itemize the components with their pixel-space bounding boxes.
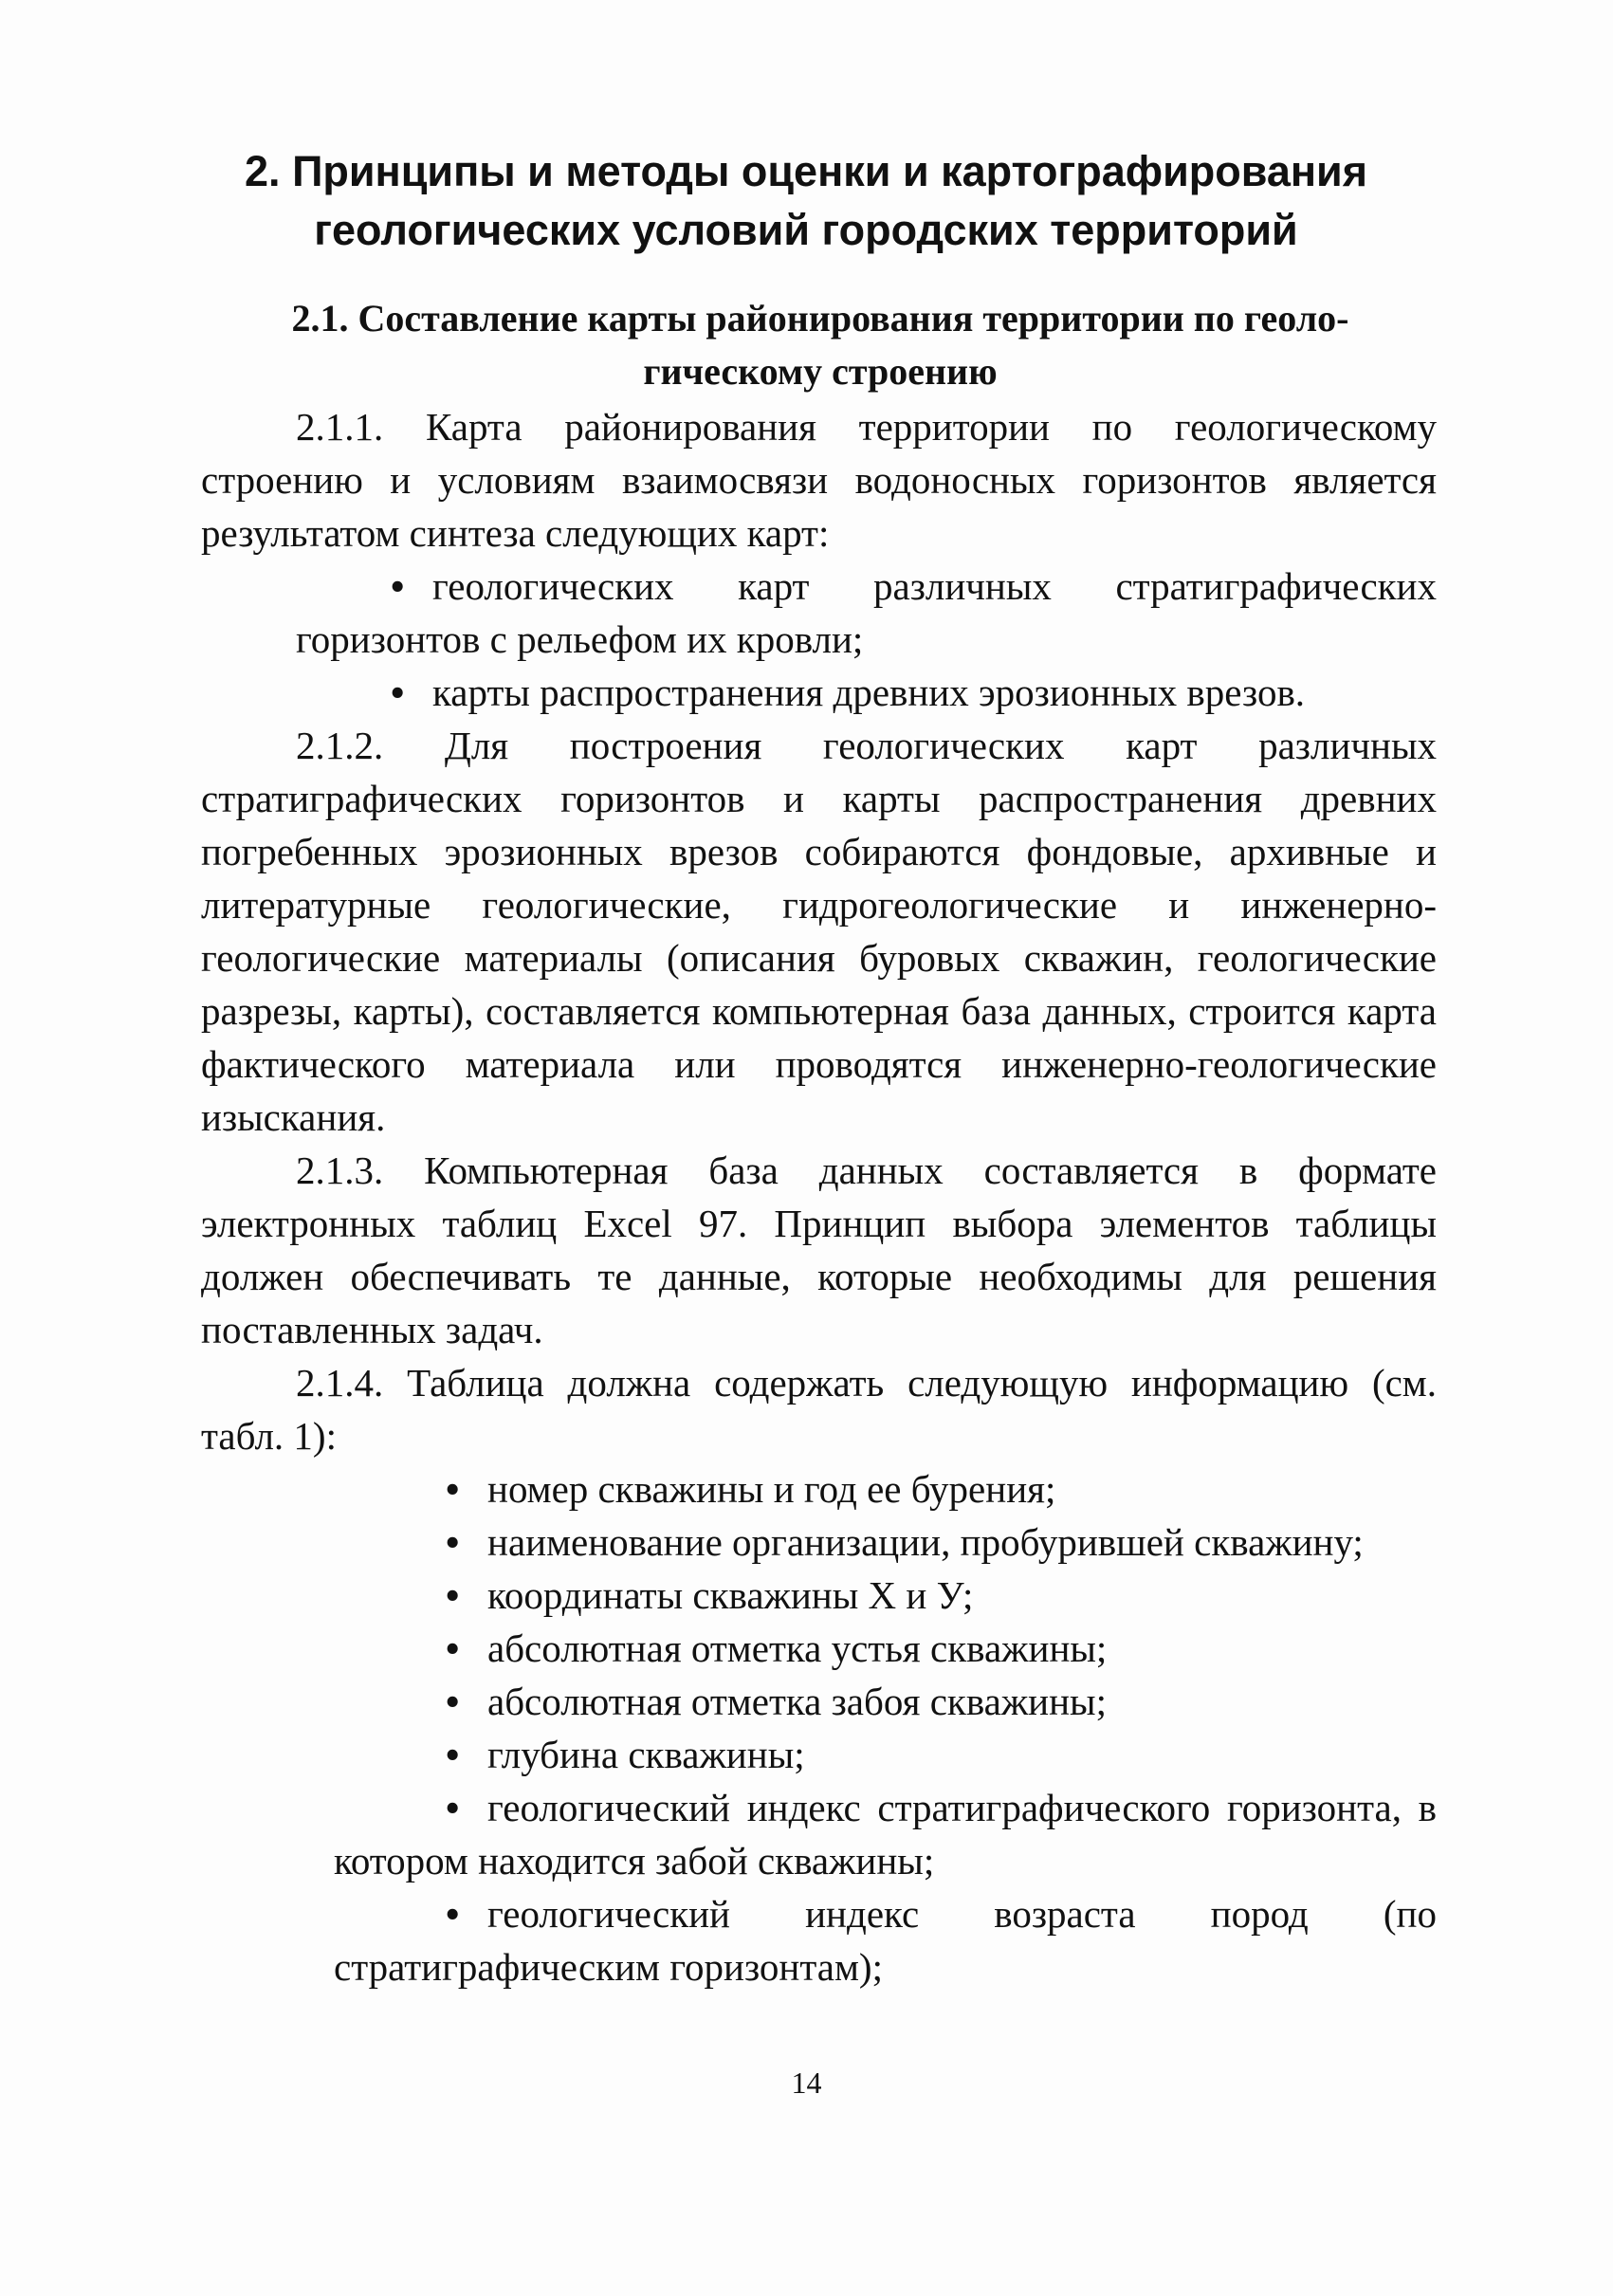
page-number: 14 bbox=[791, 2066, 822, 2100]
list-item bbox=[201, 1569, 1437, 1622]
list-item bbox=[201, 666, 1437, 719]
list-item-text: наименование организации, пробурившей скважину; bbox=[487, 1520, 1364, 1564]
list-item bbox=[201, 1622, 1437, 1675]
paragraph-2-1-4: 2.1.4. Таблица должна содержать следующую информацию (см. табл. 1): bbox=[201, 1361, 1437, 1458]
list-item-text: глубина скважины; bbox=[487, 1733, 805, 1776]
list-item bbox=[201, 1781, 1437, 1887]
list-item-text: геологических карт различных стратиграфических горизонтов с рельефом их кровли; bbox=[296, 564, 1437, 661]
list-item bbox=[201, 1887, 1437, 1993]
bullet-icon: • bbox=[446, 1467, 460, 1511]
bullet-icon: • bbox=[446, 1680, 460, 1723]
list-item-text: номер скважины и год ее бурения; bbox=[487, 1467, 1056, 1511]
paragraph-2-1-2: 2.1.2. Для построения геологических карт различных стратиграфических горизонтов и карты распространения древних погребенных эрозионных врезов собираются фондовые, архивные и литературные геологические, гидрогеологические и инженерно-геологические материалы (описания буровых скважин, геологические разрезы, карты), составляется компьютерная база данных, строится карта фактического материала или проводятся инженерно-геологические изыскания. bbox=[201, 724, 1437, 1139]
list-item-text: координаты скважины X и У; bbox=[487, 1573, 974, 1617]
list-item-text: геологический индекс возраста пород (по стратиграфическим горизонтам); bbox=[334, 1892, 1437, 1989]
bullet-icon: • bbox=[391, 564, 405, 608]
paragraph-2-1-1: 2.1.1. Карта районирования территории по геологическому строению и условиям взаимосвязи водоносных горизонтов является результатом синтеза следующих карт: bbox=[201, 405, 1437, 555]
body-text bbox=[201, 400, 1437, 1993]
paragraph-2-1-3: 2.1.3. Компьютерная база данных составляется в формате электронных таблиц Excel 97. Принцип выбора элементов таблицы должен обеспечивать те данные, которые необходимы для решения поставленных задач. bbox=[201, 1148, 1437, 1351]
list-item-text: карты распространения древних эрозионных врезов. bbox=[432, 670, 1306, 714]
list-item bbox=[201, 1675, 1437, 1728]
bullet-icon: • bbox=[391, 670, 405, 714]
list-item bbox=[201, 560, 1437, 666]
chapter-title: 2. Принципы и методы оценки и картографирования геологических условий городских территорий bbox=[245, 147, 1367, 254]
list-item bbox=[201, 1462, 1437, 1515]
list-item bbox=[201, 1515, 1437, 1569]
bullet-icon: • bbox=[446, 1520, 460, 1564]
list-item bbox=[201, 1728, 1437, 1781]
bullet-icon: • bbox=[446, 1892, 460, 1936]
list-item-text: абсолютная отметка забоя скважины; bbox=[487, 1680, 1107, 1723]
list-item-text: геологический индекс стратиграфического горизонта, в котором находится забой скважины; bbox=[334, 1786, 1437, 1883]
bullet-icon: • bbox=[446, 1626, 460, 1670]
bullet-icon: • bbox=[446, 1573, 460, 1617]
list-item-text: абсолютная отметка устья скважины; bbox=[487, 1626, 1108, 1670]
bullet-icon: • bbox=[446, 1786, 460, 1829]
bullet-icon: • bbox=[446, 1733, 460, 1776]
section-title: 2.1. Составление карты районирования территории по геоло- гическому строению bbox=[291, 297, 1349, 393]
